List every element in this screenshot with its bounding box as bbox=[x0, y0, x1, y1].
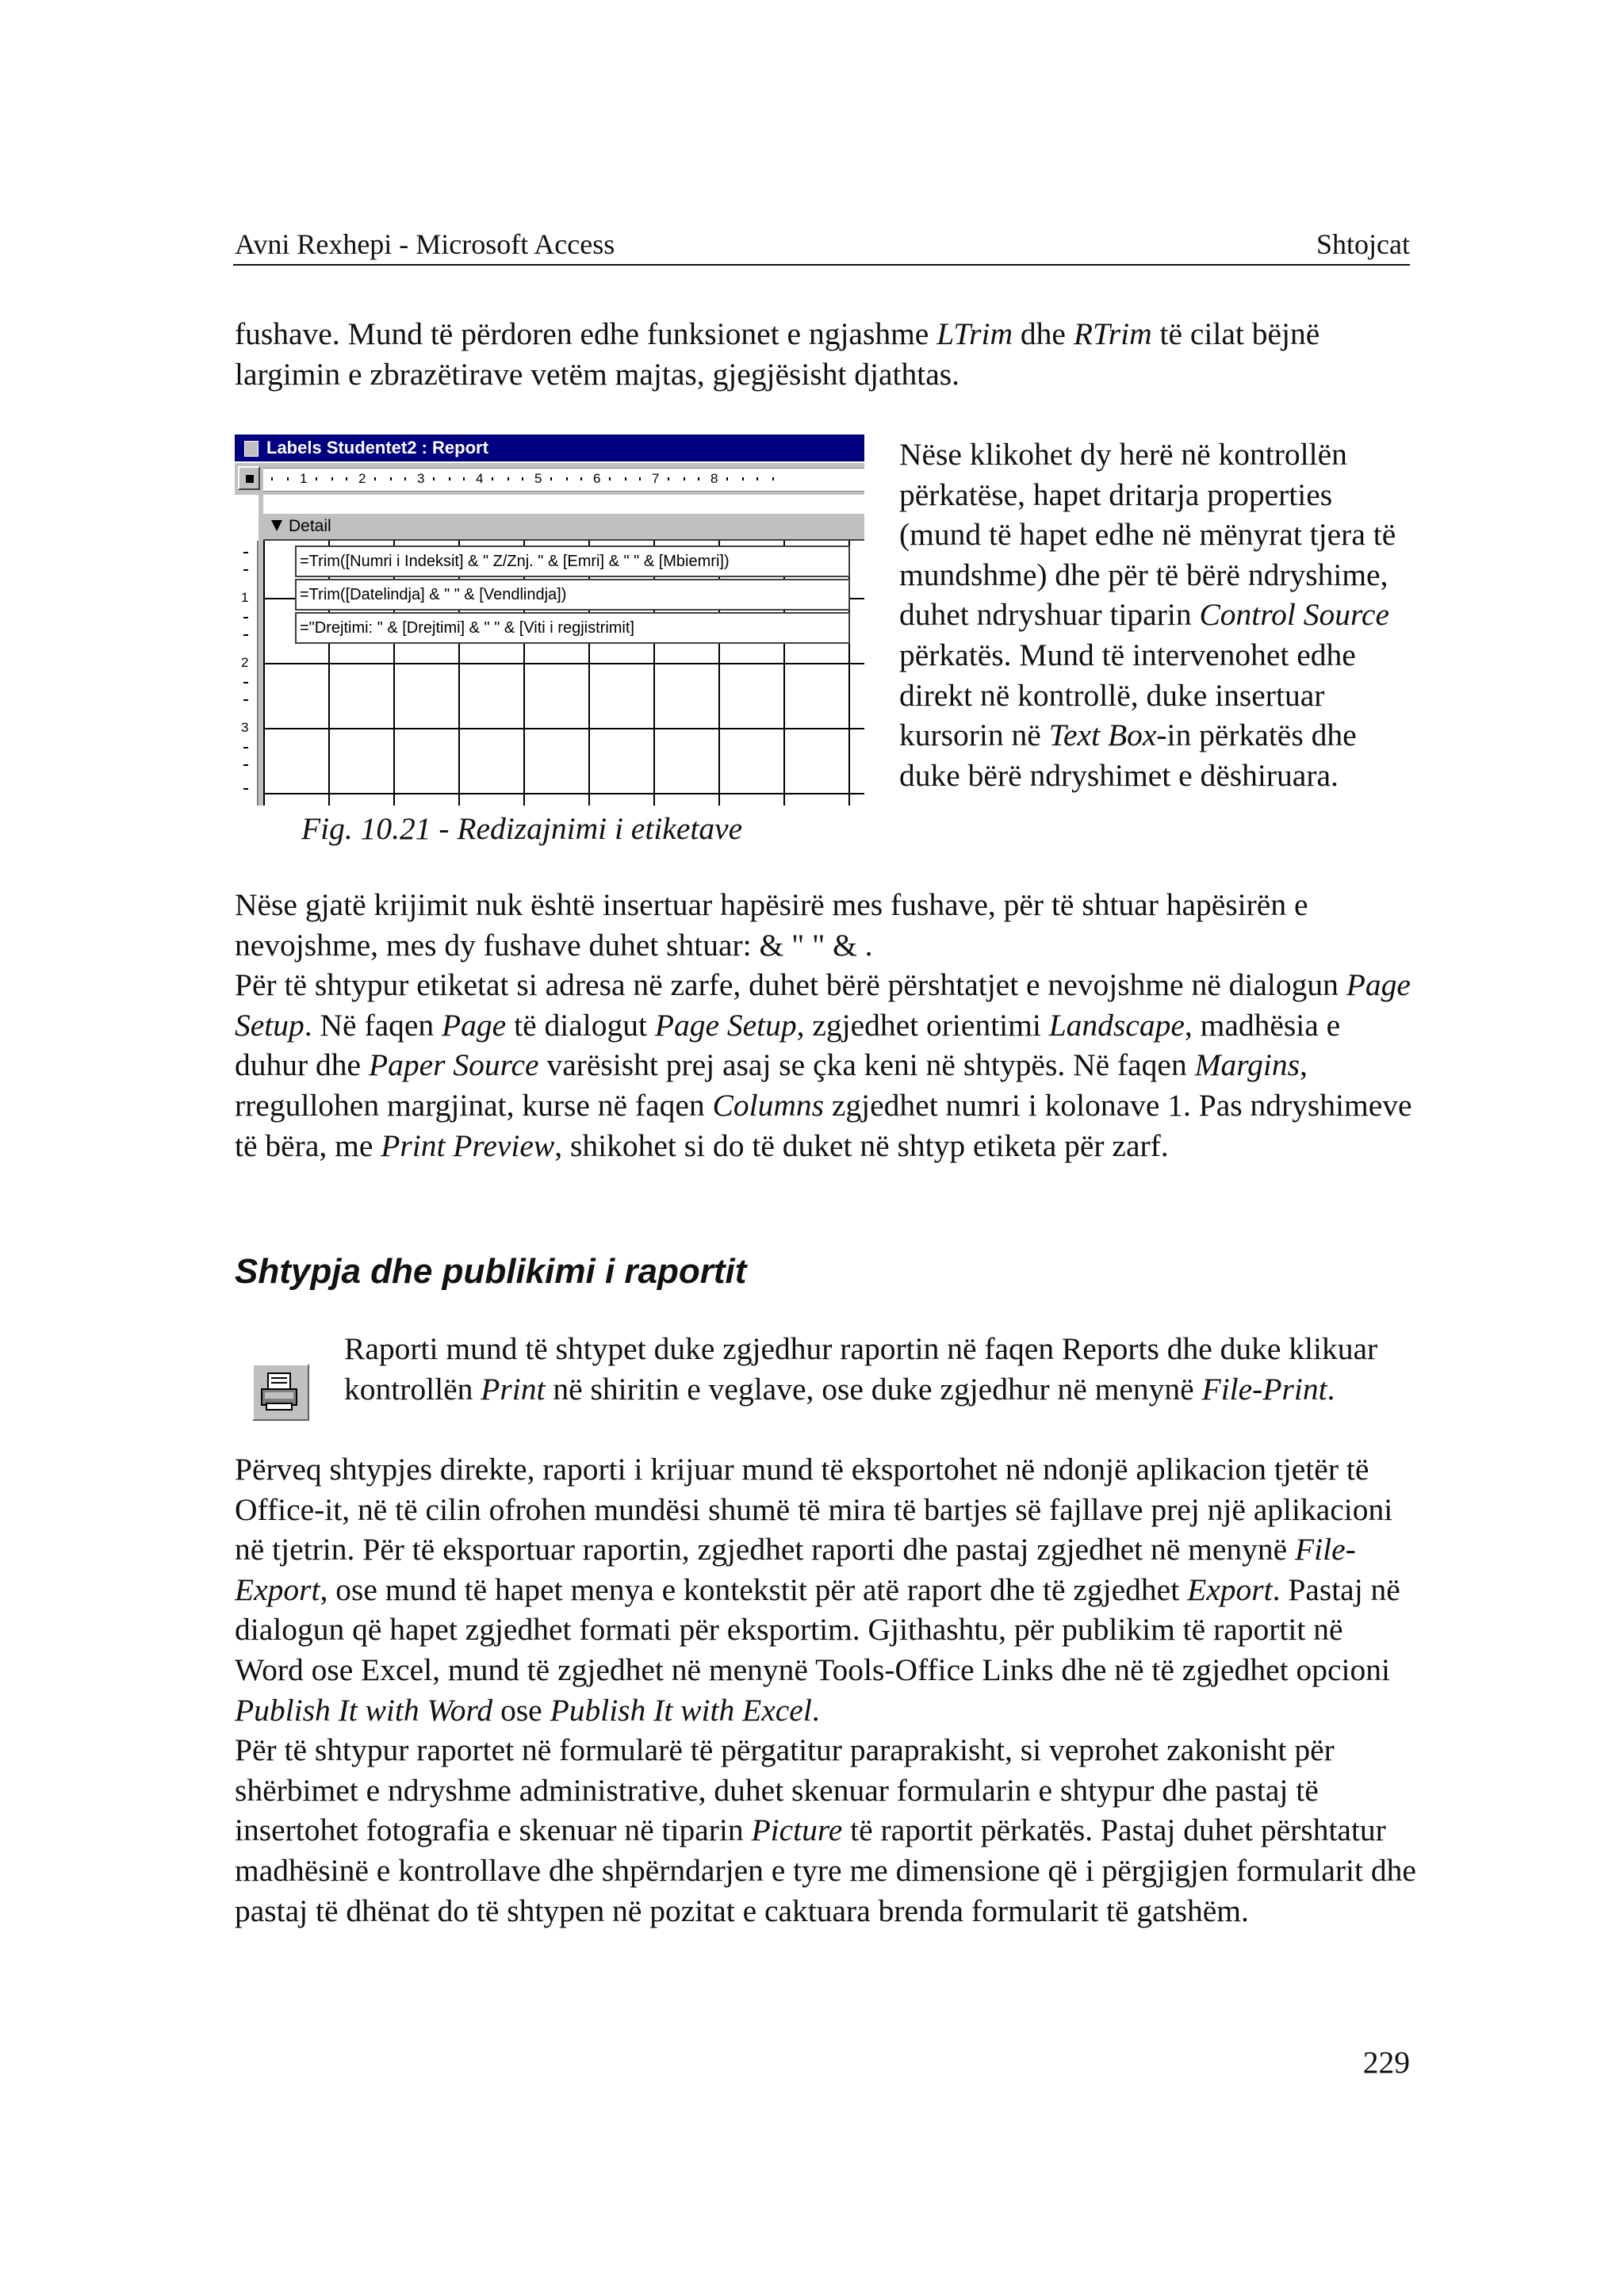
report-window-title: Labels Studentet2 : Report bbox=[266, 438, 488, 457]
ruler-label: 7 bbox=[652, 471, 660, 486]
term-paper-source: Paper Source bbox=[368, 1047, 539, 1083]
text: . bbox=[1327, 1371, 1335, 1407]
ruler-tick bbox=[609, 477, 611, 480]
paragraph-export bbox=[235, 1449, 1416, 1931]
design-grid[interactable] bbox=[263, 541, 864, 806]
ruler-tick bbox=[243, 764, 248, 766]
text: Për të shtypur raportet në formularë të përgatitur paraprakisht, si veprohet zakonisht për shërbimet e ndryshme administrative, duhet skenuar formularin e shtypur dhe pastaj të insertohet fotografia e skenuar në tiparin bbox=[235, 1732, 1335, 1848]
ruler-tick bbox=[625, 477, 626, 480]
printer-icon bbox=[252, 1364, 309, 1421]
text: Për të shtypur etiketat si adresa në zarfe, duhet bërë përshtatjet e nevojshme në dialogun bbox=[235, 967, 1346, 1003]
ruler-label: 5 bbox=[534, 471, 542, 486]
report-selector-button[interactable] bbox=[238, 466, 260, 490]
text: të cilat bëjnë largimin e zbrazëtirave vetëm majtas, gjegjësisht djathtas. bbox=[235, 316, 1320, 392]
ruler-tick bbox=[508, 477, 509, 480]
running-header-right: Shtojcat bbox=[1316, 228, 1410, 260]
ruler-row bbox=[235, 463, 864, 495]
text: në shiritin e veglave, ose duke zgjedhur në menynë bbox=[545, 1371, 1202, 1407]
ruler-tick bbox=[742, 477, 744, 480]
text: . Në faqen bbox=[304, 1007, 442, 1043]
running-header-left: Avni Rexhepi - Microsoft Access bbox=[235, 228, 615, 260]
text: Raporti mund të shtypet duke zgjedhur raportin në faqen Reports dhe duke klikuar kontrollën bbox=[344, 1331, 1378, 1407]
text: , shikohet si do të duket në shtyp etiketa për zarf. bbox=[554, 1127, 1169, 1163]
text: , zgjedhet orientimi bbox=[796, 1007, 1049, 1043]
ruler-tick bbox=[463, 477, 465, 480]
ruler-tick bbox=[550, 477, 552, 480]
section-heading: Shtypja dhe publikimi i raportit bbox=[235, 1252, 747, 1291]
term-margins: Margins bbox=[1194, 1047, 1300, 1083]
paragraph-properties bbox=[899, 434, 1415, 795]
ruler-label: 2 bbox=[241, 655, 249, 670]
text: , ose mund të hapet menya e kontekstit për atë raport dhe të zgjedhet bbox=[320, 1571, 1188, 1607]
ruler-tick bbox=[668, 477, 669, 480]
ruler-tick bbox=[580, 477, 582, 480]
text: përkatës. Mund të intervenohet edhe direkt në kontrollë, duke insertuar kursorin në bbox=[899, 637, 1356, 753]
report-window-titlebar[interactable] bbox=[235, 434, 864, 461]
ruler-tick bbox=[772, 477, 774, 480]
paragraph-print bbox=[344, 1329, 1407, 1409]
text: ose bbox=[492, 1692, 550, 1728]
text: , madhësia e duhur dhe bbox=[235, 1007, 1341, 1083]
term-print: Print bbox=[481, 1371, 546, 1407]
vertical-ruler[interactable] bbox=[236, 541, 259, 806]
term-landscape: Landscape bbox=[1048, 1007, 1185, 1043]
text: fushave. Mund të përdoren edhe funksionet e ngjashme bbox=[235, 316, 937, 351]
term-file-export: File-Export bbox=[235, 1532, 1356, 1607]
ruler-tick bbox=[271, 477, 273, 480]
ruler-tick bbox=[390, 477, 392, 480]
term-page: Page bbox=[442, 1007, 507, 1043]
text: Nëse gjatë krijimit nuk është insertuar hapësirë mes fushave, për të shtuar hapësirën e nevojshme, mes dy fushave duhet shtuar: & " " & . bbox=[235, 887, 1308, 963]
text: -in përkatës dhe duke bërë ndryshimet e dëshiruara. bbox=[899, 718, 1357, 793]
ruler-label: 3 bbox=[241, 720, 249, 735]
term-text-box: Text Box bbox=[1048, 718, 1157, 753]
ruler-tick bbox=[522, 477, 523, 480]
text: , rregullohen margjinat, kurse në faqen bbox=[235, 1047, 1308, 1123]
detail-section-bar[interactable] bbox=[263, 512, 864, 541]
term-control-source: Control Source bbox=[1199, 597, 1389, 633]
figure-caption: Fig. 10.21 - Redizajnimi i etiketave bbox=[301, 811, 743, 846]
term-export: Export bbox=[1187, 1571, 1273, 1607]
paragraph-trim-functions bbox=[235, 314, 1408, 394]
text: zgjedhet numri i kolonave 1. Pas ndryshimeve të bëra, me bbox=[235, 1087, 1412, 1163]
ruler-tick bbox=[243, 682, 248, 683]
text: . Pastaj në dialogun që hapet zgjedhet formati për eksportim. Gjithashtu, për publikim të raportit në Word ose Excel, mund të zgjedhet në menynë Tools-Office Links dhe në të zgjedhet opcioni bbox=[235, 1571, 1400, 1687]
ruler-tick bbox=[404, 477, 406, 480]
text: . bbox=[811, 1692, 820, 1728]
paragraph-preprinted-forms bbox=[235, 1730, 1416, 1931]
text-box-birth[interactable]: =Trim([Datelindja] & " " & [Vendlindja]) bbox=[295, 579, 850, 611]
horizontal-ruler[interactable] bbox=[263, 468, 864, 492]
ruler-tick bbox=[449, 477, 450, 480]
ruler-tick bbox=[243, 617, 248, 618]
term-page-setup: Page Setup bbox=[654, 1007, 797, 1043]
text-box-direction[interactable]: ="Drejtimi: " & [Drejtimi] & " " & [Viti i regjistrimit] bbox=[295, 612, 850, 644]
ruler-tick bbox=[756, 477, 758, 480]
ruler-tick bbox=[243, 569, 248, 571]
ruler-tick bbox=[243, 634, 248, 636]
term-ltrim: LTrim bbox=[936, 316, 1013, 351]
ruler-label: 6 bbox=[593, 471, 601, 486]
text: Nëse klikohet dy herë në kontrollën përkatëse, hapet dritarja properties (mund të hapet edhe në mënyrat tjera të mundshme) dhe për të bërë ndryshime, duhet ndryshuar tiparin bbox=[899, 437, 1396, 633]
term-file-print: File-Print bbox=[1201, 1371, 1327, 1407]
ruler-tick bbox=[243, 699, 248, 701]
text: varësisht prej asaj se çka keni në shtypës. Në faqen bbox=[538, 1047, 1195, 1083]
term-rtrim: RTrim bbox=[1073, 316, 1152, 351]
ruler-label: 1 bbox=[241, 590, 249, 605]
ruler-tick bbox=[698, 477, 699, 480]
header-rule bbox=[233, 264, 1410, 266]
report-window-icon bbox=[244, 441, 259, 457]
ruler-tick bbox=[374, 477, 376, 480]
ruler-tick bbox=[346, 477, 347, 480]
text: të dialogut bbox=[506, 1007, 655, 1043]
paragraph-page-setup bbox=[235, 885, 1416, 1166]
ruler-tick bbox=[566, 477, 568, 480]
ruler-tick bbox=[639, 477, 641, 480]
section-arrow-icon bbox=[271, 520, 282, 531]
page-number: 229 bbox=[1362, 2045, 1410, 2080]
ruler-label: 1 bbox=[300, 471, 308, 486]
term-page-setup: Page Setup bbox=[235, 967, 1411, 1043]
ruler-label: 2 bbox=[358, 471, 366, 486]
text: Përveq shtypjes direkte, raporti i krijuar mund të eksportohet në ndonjë aplikacion tjetër të Office-it, në të cilin ofrohen mundësi shumë të mira të bartjes së fajllave prej një aplikacioni në tjetrin. Për të eksportuar raportin, zgjedhet raporti dhe pastaj zgjedhet në menynë bbox=[235, 1452, 1393, 1568]
text: dhe bbox=[1013, 316, 1074, 351]
text: të raportit përkatës. Pastaj duhet përshtatur madhësinë e kontrollave dhe shpërndarjen e tyre me dimensione që i përgjigjen formularit dhe pastaj të dhënat do të shtypen në pozitat e caktuara brenda formularit të gatshëm. bbox=[235, 1813, 1416, 1928]
term-picture: Picture bbox=[751, 1813, 843, 1848]
report-design-screenshot bbox=[235, 434, 864, 806]
ruler-label: 4 bbox=[476, 471, 484, 486]
ruler-tick bbox=[726, 477, 728, 480]
ruler-tick bbox=[243, 552, 248, 553]
detail-section-label: Detail bbox=[289, 517, 331, 535]
selector-square-icon bbox=[246, 475, 254, 483]
ruler-tick bbox=[287, 477, 289, 480]
ruler-tick bbox=[492, 477, 493, 480]
text-box-name[interactable]: =Trim([Numri i Indeksit] & " Z/Znj. " & [Emri] & " " & [Mbiemri]) bbox=[295, 545, 850, 577]
ruler-tick bbox=[316, 477, 317, 480]
term-publish-word: Publish It with Word bbox=[235, 1692, 493, 1728]
ruler-label: 8 bbox=[710, 471, 718, 486]
term-print-preview: Print Preview bbox=[381, 1127, 555, 1163]
ruler-tick bbox=[331, 477, 333, 480]
ruler-tick bbox=[243, 788, 248, 790]
ruler-label: 3 bbox=[417, 471, 425, 486]
term-publish-excel: Publish It with Excel bbox=[550, 1692, 812, 1728]
ruler-tick bbox=[433, 477, 435, 480]
ruler-tick bbox=[684, 477, 685, 480]
term-columns: Columns bbox=[712, 1087, 824, 1123]
ruler-tick bbox=[243, 747, 248, 748]
